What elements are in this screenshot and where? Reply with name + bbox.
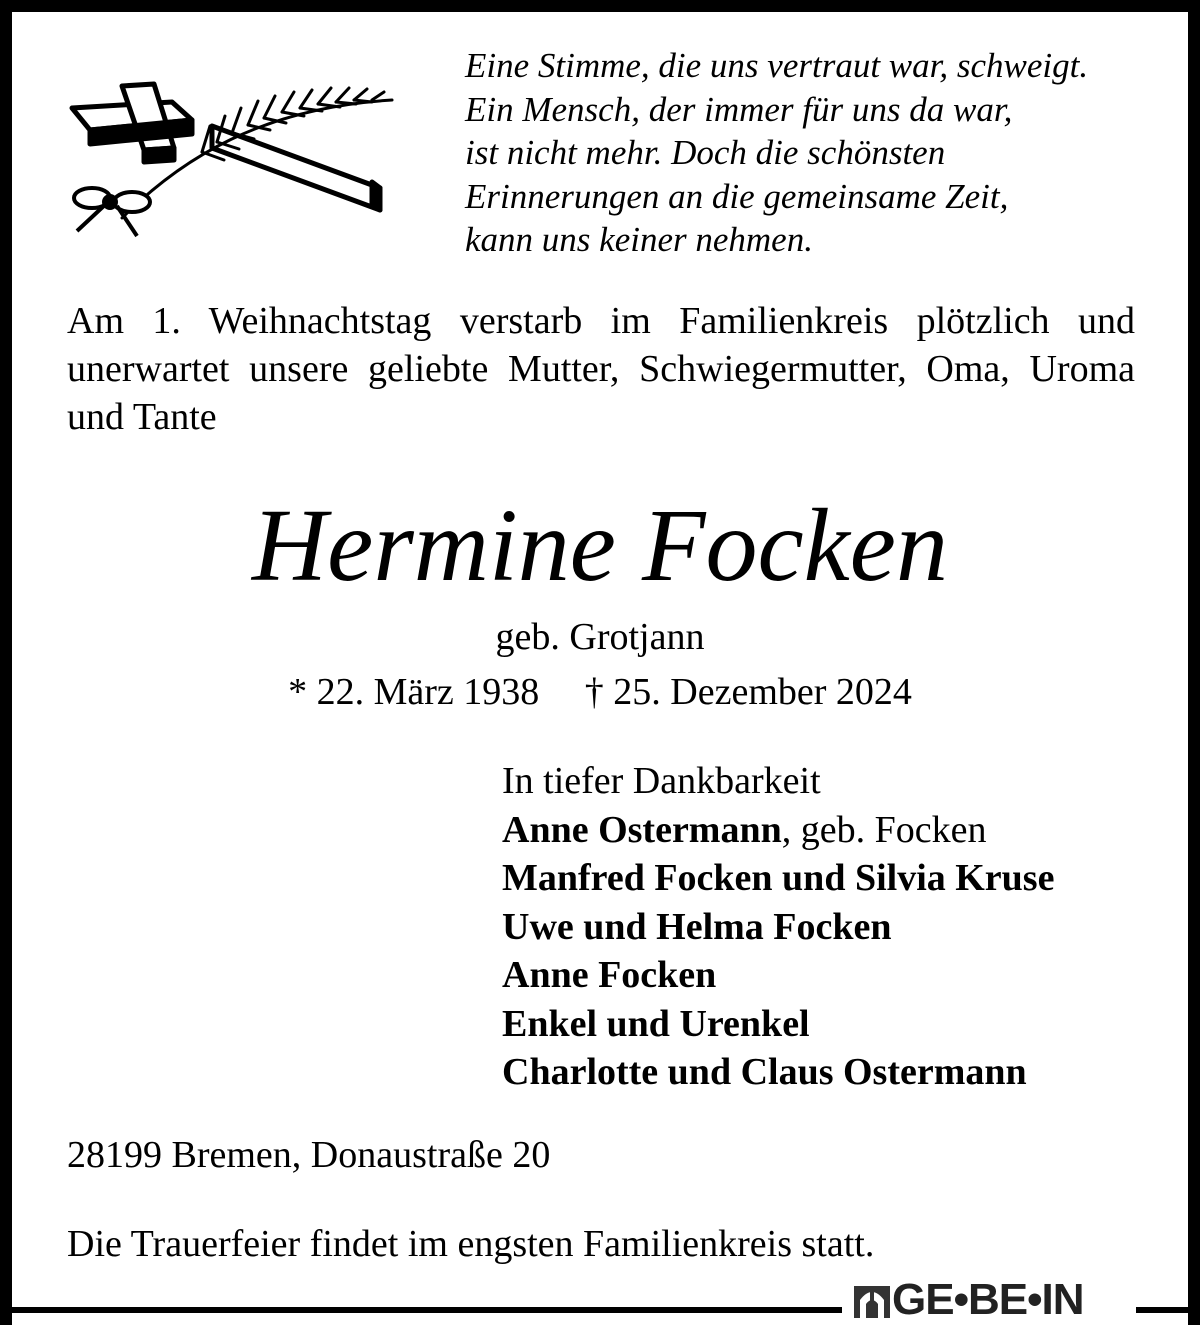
cross-palm-icon	[62, 78, 402, 238]
mourner-entry	[502, 1048, 1162, 1097]
mourner-name: Charlotte und Claus Ostermann	[502, 1051, 1027, 1093]
mourner-entry	[502, 806, 1162, 855]
mourners-heading: In tiefer Dankbarkeit	[502, 760, 821, 802]
mourners-list	[502, 757, 1162, 1097]
mourner-entry	[502, 854, 1162, 903]
ceremony-note: Die Trauerfeier findet im engsten Familienkreis statt.	[67, 1223, 875, 1265]
poem-line: Erinnerungen an die gemeinsame Zeit,	[465, 176, 1009, 216]
address: 28199 Bremen, Donaustraße 20	[67, 1134, 551, 1176]
mourner-entry	[502, 951, 1162, 1000]
maiden-name	[0, 615, 1200, 659]
mourner-name: Manfred Focken und Silvia Kruse	[502, 857, 1055, 899]
poem	[465, 44, 1165, 262]
deceased-name-text: Hermine Focken	[252, 488, 948, 603]
bottom-rule-right	[1136, 1307, 1200, 1313]
life-dates	[0, 670, 1200, 714]
mourner-name: Anne Ostermann	[502, 808, 782, 851]
mourner-entry	[502, 1000, 1162, 1049]
mourner-name: Uwe und Helma Focken	[502, 905, 892, 948]
mourner-note: , geb. Focken	[781, 808, 987, 851]
poem-line: kann uns keiner nehmen.	[465, 220, 813, 259]
mourner-name: Enkel und Urenkel	[502, 1002, 810, 1045]
deceased-name	[0, 472, 1200, 622]
bottom-rule	[0, 1307, 842, 1313]
poem-line: ist nicht mehr. Doch die schönsten	[465, 133, 946, 172]
publisher-logo-text: GE•BE•IN	[892, 1275, 1084, 1324]
intro-text: Am 1. Weihnachtstag verstarb im Familienkreis plötzlich und unerwartet unsere geliebte Mutter, Schwiegermutter, Oma, Uroma und Tante	[67, 300, 1135, 438]
publisher-logo	[848, 1275, 1088, 1324]
maiden-name-text: geb. Grotjann	[495, 616, 705, 658]
mourner-name: Anne Focken	[502, 954, 717, 996]
mourner-entry	[502, 903, 1162, 952]
poem-line: Ein Mensch, der immer für uns da war,	[465, 89, 1013, 129]
birth-date: * 22. März 1938	[288, 671, 540, 713]
poem-line: Eine Stimme, die uns vertraut war, schweigt.	[465, 46, 1089, 85]
death-date: † 25. Dezember 2024	[584, 671, 912, 713]
gebein-logo-icon	[852, 1280, 892, 1320]
